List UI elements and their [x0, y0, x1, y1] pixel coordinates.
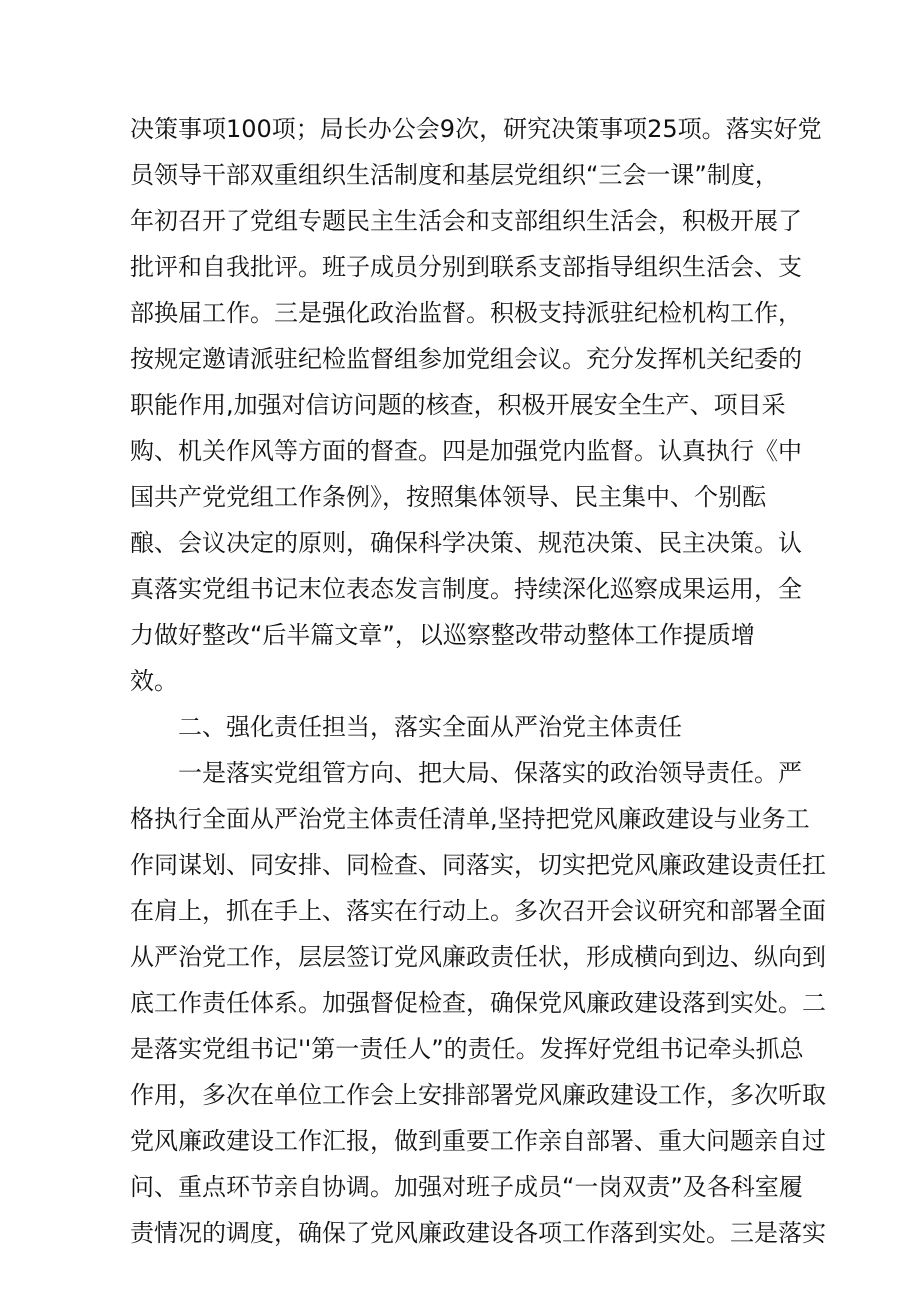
text-line: 作用，多次在单位工作会上安排部署党风廉政建设工作，多次听取	[130, 1081, 826, 1109]
text-line: 购、机关作风等方面的督查。四是加强党内监督。认真执行《中	[130, 437, 802, 465]
text-line: 真落实党组书记末位表态发言制度。持续深化巡察成果运用，全	[130, 575, 802, 603]
section-heading: 二、强化责任担当，落实全面从严治党主体责任	[178, 713, 682, 741]
text-line: 在肩上，抓在手上、落实在行动上。多次召开会议研究和部署全面	[130, 897, 826, 925]
text-line: 是落实党组书记''第一责任人”的责任。发挥好党组书记牵头抓总	[130, 1035, 804, 1063]
text-line: 责情况的调度，确保了党风廉政建设各项工作落到实处。三是落实	[130, 1219, 826, 1247]
text-line: 批评和自我批评。班子成员分别到联系支部指导组织生活会、支	[130, 253, 802, 281]
text-line: 底工作责任体系。加强督促检查，确保党风廉政建设落到实处。二	[130, 989, 826, 1017]
text-line: 部换届工作。三是强化政治监督。积极支持派驻纪检机构工作，	[130, 299, 802, 327]
text-line: 效。	[130, 667, 178, 695]
text-line: 决策事项100项；局长办公会9次，研究决策事项25项。落实好党	[130, 115, 822, 143]
text-line: 党风廉政建设工作汇报，做到重要工作亲自部署、重大问题亲自过	[130, 1127, 826, 1155]
text-line: 作同谋划、同安排、同检查、同落实，切实把党风廉政建设责任扛	[130, 851, 826, 879]
text-line: 从严治党工作，层层签订党风廉政责任状，形成横向到边、纵向到	[130, 943, 826, 971]
text-line: 问、重点环节亲自协调。加强对班子成员“一岗双责”及各科室履	[130, 1173, 803, 1201]
text-line: 力做好整改“后半篇文章”，以巡察整改带动整体工作提质增	[130, 621, 755, 649]
text-line: 年初召开了党组专题民主生活会和支部组织生活会，积极开展了	[130, 207, 802, 235]
text-line: 职能作用,加强对信访问题的核查，积极开展安全生产、项目采	[130, 391, 786, 419]
text-line: 按规定邀请派驻纪检监督组参加党组会议。充分发挥机关纪委的	[130, 345, 802, 373]
text-line: 一是落实党组管方向、把大局、保落实的政治领导责任。严	[178, 759, 802, 787]
text-line: 格执行全面从严治党主体责任清单,坚持把党风廉政建设与业务工	[130, 805, 810, 833]
text-line: 酿、会议决定的原则，确保科学决策、规范决策、民主决策。认	[130, 529, 802, 557]
text-line: 国共产党党组工作条例》，按照集体领导、民主集中、个别酝	[130, 483, 766, 511]
text-line: 员领导干部双重组织生活制度和基层党组织“三会一课”制度，	[130, 161, 779, 189]
